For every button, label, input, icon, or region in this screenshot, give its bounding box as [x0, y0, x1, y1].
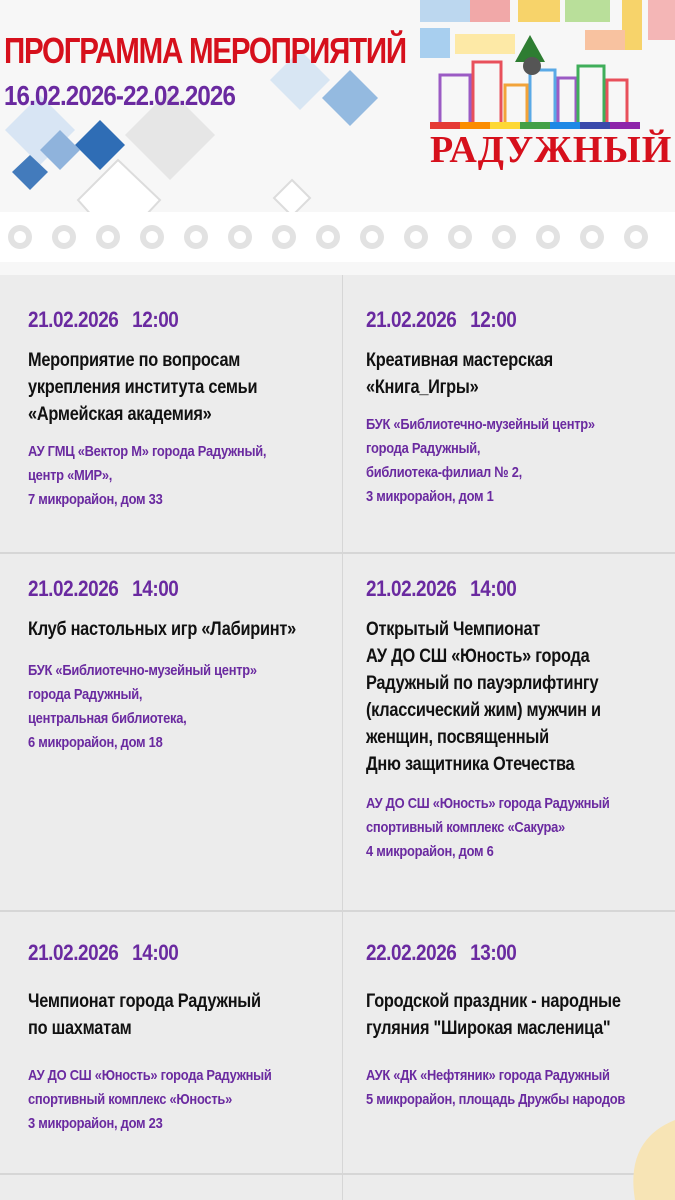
event-location-line: 7 микрорайон, дом 33: [28, 491, 163, 508]
event-date: 21.02.2026: [28, 576, 119, 601]
event-card: [0, 912, 342, 1173]
event-location-line: спортивный комплекс «Сакура»: [366, 819, 565, 836]
event-date: 21.02.2026: [28, 307, 119, 332]
event-location-line: БУК «Библиотечно-музейный центр»: [28, 662, 257, 679]
event-location-line: 6 микрорайон, дом 18: [28, 734, 163, 751]
event-title-line: «Книга_Игры»: [366, 377, 479, 398]
events-grid: [0, 275, 675, 1200]
event-datetime: [28, 576, 298, 602]
event-card: [343, 554, 675, 910]
event-location-line: АУ ГМЦ «Вектор М» города Радужный,: [28, 443, 267, 460]
event-title: [366, 616, 675, 778]
event-location-line: города Радужный,: [28, 686, 143, 703]
page-title: ПРОГРАММА МЕРОПРИЯТИЙ: [4, 30, 406, 71]
event-location-line: АУ ДО СШ «Юность» города Радужный: [28, 1067, 272, 1084]
event-location-line: спортивный комплекс «Юность»: [28, 1091, 232, 1108]
event-time: 13:00: [470, 940, 517, 965]
event-title-line: Чемпионат города Радужный: [28, 991, 261, 1012]
event-title-line: Открытый Чемпионат: [366, 619, 541, 640]
event-time: 12:00: [132, 307, 179, 332]
event-title: [28, 988, 355, 1042]
event-title: [366, 347, 675, 401]
event-time: 14:00: [132, 940, 179, 965]
header: [0, 0, 675, 275]
event-title-line: Дню защитника Отечества: [366, 754, 575, 775]
event-title: [366, 988, 675, 1042]
event-location-line: 3 микрорайон, дом 1: [366, 488, 494, 505]
event-title-line: АУ ДО СШ «Юность» города: [366, 646, 590, 667]
event-date: 22.02.2026: [366, 940, 457, 965]
event-title-line: по шахматам: [28, 1018, 132, 1039]
event-card: [0, 554, 342, 910]
date-range: 16.02.2026-22.02.2026: [4, 80, 236, 111]
event-card: [343, 275, 675, 552]
event-title-line: Радужный по пауэрлифтингу: [366, 673, 599, 694]
event-location-line: центр «МИР»,: [28, 467, 113, 484]
event-title-line: Креативная мастерская: [366, 350, 553, 371]
event-location: [366, 413, 675, 509]
event-location-line: АУК «ДК «Нефтяник» города Радужный: [366, 1067, 610, 1084]
event-location-line: 3 микрорайон, дом 23: [28, 1115, 163, 1132]
event-datetime: [28, 307, 298, 333]
event-datetime: [366, 307, 632, 333]
event-title-line: гуляния "Широкая масленица": [366, 1018, 611, 1039]
event-location-line: АУ ДО СШ «Юность» города Радужный: [366, 795, 610, 812]
event-location: [28, 440, 355, 512]
event-time: 12:00: [470, 307, 517, 332]
event-title-line: Городской праздник - народные: [366, 991, 621, 1012]
event-location-line: 5 микрорайон, площадь Дружбы народов: [366, 1091, 626, 1108]
event-title: [28, 347, 355, 428]
event-location-line: города Радужный,: [366, 440, 481, 457]
event-location-line: БУК «Библиотечно-музейный центр»: [366, 416, 595, 433]
event-datetime: [366, 576, 632, 602]
event-title-line: укрепления института семьи: [28, 377, 258, 398]
event-title: [28, 616, 355, 643]
event-location-line: центральная библиотека,: [28, 710, 187, 727]
event-date: 21.02.2026: [28, 940, 119, 965]
event-date: 21.02.2026: [366, 307, 457, 332]
event-location: [28, 659, 355, 755]
event-time: 14:00: [132, 576, 179, 601]
event-title-line: Мероприятие по вопросам: [28, 350, 241, 371]
event-location: [366, 792, 675, 864]
event-date: 21.02.2026: [366, 576, 457, 601]
event-location-line: 4 микрорайон, дом 6: [366, 843, 494, 860]
event-title-line: женщин, посвященный: [366, 727, 549, 748]
event-location: [366, 1064, 675, 1112]
event-datetime: [28, 940, 298, 966]
event-title-line: (классический жим) мужчин и: [366, 700, 601, 721]
logo: РАДУЖНЫЙ: [430, 129, 673, 171]
event-card: [343, 912, 675, 1173]
event-title-line: Клуб настольных игр «Лабиринт»: [28, 619, 296, 640]
event-title-line: «Армейская академия»: [28, 404, 212, 425]
event-time: 14:00: [470, 576, 517, 601]
event-location: [28, 1064, 355, 1136]
event-card: [0, 275, 342, 552]
event-location-line: библиотека-филиал № 2,: [366, 464, 522, 481]
divider: [0, 1173, 675, 1175]
event-datetime: [366, 940, 632, 966]
